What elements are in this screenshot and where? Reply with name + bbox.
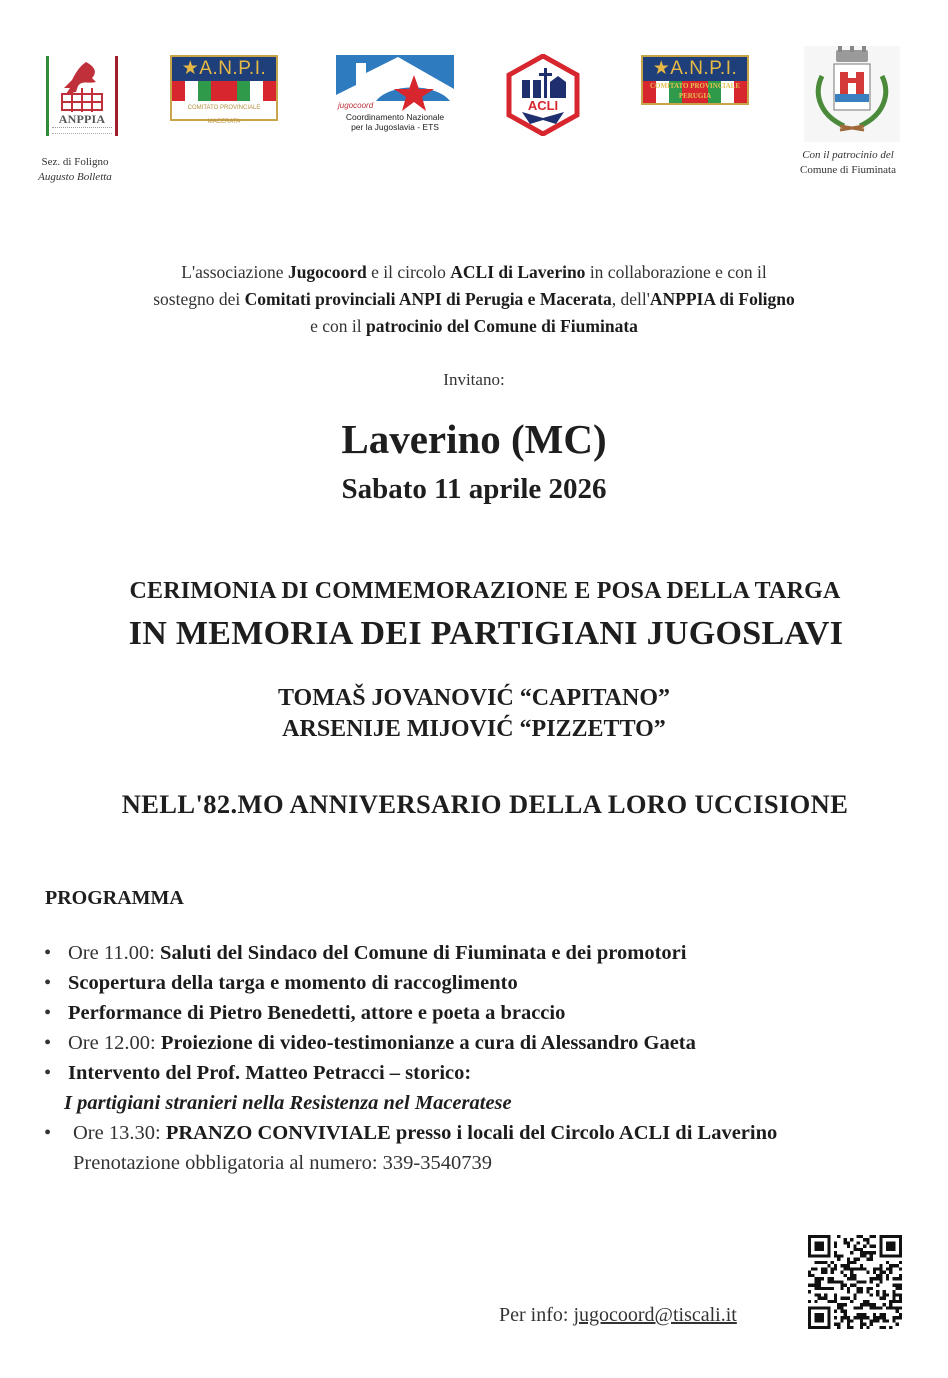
intro-text-run: , dell' [611,289,650,309]
anpi-perugia-label [643,81,747,101]
item-text-2: presso i locali del Circolo ACLI di Laverino [390,1122,778,1144]
ceremony-line-1: CERIMONIA DI COMMEMORAZIONE E POSA DELLA TARGA [129,578,841,604]
item-text: Intervento del Prof. Matteo Petracci – storico: [68,1062,472,1084]
qr-code[interactable] [808,1235,902,1329]
partisan-name-2: ARSENIJE MIJOVIĆ “PIZZETTO” [282,716,666,742]
programma-title: PROGRAMMA [45,887,184,909]
italian-flag-band [643,81,747,103]
bullet: • [44,1002,52,1024]
info-email-link[interactable]: jugocoord@tiscali.it [573,1304,737,1326]
intro-text-run: ACLI di Laverino [450,262,586,282]
anppia-caption-line2: Augusto Bolletta [38,171,112,183]
anppia-logo-text: ANPPIA [58,112,106,126]
programma-item [44,938,924,968]
comune-fiuminata-coat-of-arms [804,46,900,142]
jugocoord-line1: Coordinamento Nazionale [345,112,445,122]
comune-caption-line2: Comune di Fiuminata [800,164,896,176]
anppia-logo [46,56,118,136]
intro-line-2 [0,286,948,313]
coat-of-arms-icon [804,46,900,142]
jugocoord-logo [336,55,454,135]
qr-code-icon [808,1235,902,1329]
eagle-emblem-icon [46,58,118,114]
item-time: Ore 13.30: [73,1122,166,1144]
anpi-perugia-title: ★A.N.P.I. [643,57,747,81]
anpi-macerata-label: COMITATO PROVINCIALE MACERATA [187,105,261,125]
anniversary-line: NELL'82.MO ANNIVERSARIO DELLA LORO UCCISIONE [121,789,849,819]
booking-text: Prenotazione obbligatoria al numero: 339-3540739 [73,1152,493,1174]
acli-hexagon-icon [506,54,580,136]
jugocoord-brand: jugocoord [338,101,374,110]
bullet: • [44,1122,52,1144]
programma-item [44,968,924,998]
anpi-macerata-logo [170,55,278,125]
item-text: PRANZO CONVIVIALE [165,1122,391,1144]
event-place: Laverino (MC) [341,416,607,462]
info-label: Per info: [499,1304,574,1326]
invitano-label: Invitano: [443,370,505,389]
talk-title: I partigiani stranieri nella Resistenza nel Maceratese [64,1092,512,1114]
ceremony-line-2: IN MEMORIA DEI PARTIGIANI JUGOSLAVI [128,615,844,652]
intro-line-3 [0,313,948,340]
anpi-perugia-label-line1: COMITATO PROVINCIALE [649,82,741,90]
programma-item [44,1058,924,1088]
item-text: Saluti del Sindaco del Comune di Fiuminata e dei promotori [160,942,687,964]
intro-text-run: in collaborazione e con il [585,262,767,282]
bullet: • [44,972,52,994]
intro-text-run: sostegno dei [153,289,245,309]
bullet: • [44,942,52,964]
info-line [499,1304,737,1327]
anppia-caption [20,155,130,185]
item-time: Ore 11.00: [68,942,161,964]
anppia-logo-subtitle-lines [52,127,112,134]
programma-item [44,1028,924,1058]
programma-item [44,1118,924,1148]
intro-text-run: e con il [310,316,366,336]
bullet: • [44,1062,52,1084]
programma-list [44,938,924,1178]
item-text: Performance di Pietro Benedetti, attore e poeta a braccio [68,1002,566,1024]
intro-text-run: L'associazione [181,262,288,282]
bullet: • [44,1032,52,1054]
anppia-caption-line1: Sez. di Foligno [41,156,109,168]
intro-text-run: patrocinio del Comune di Fiuminata [365,316,638,336]
acli-logo-text: ACLI [527,98,559,113]
item-time: Ore 12.00: [68,1032,161,1054]
italian-flag-band [172,81,276,101]
intro-text-run: Jugocoord [287,262,367,282]
anpi-perugia-label-line2: PERUGIA [678,92,712,100]
acli-logo [506,54,580,136]
item-text: Proiezione di video-testimonianze a cura di Alessandro Gaeta [160,1032,696,1054]
comune-caption-line1: Con il patrocinio del [802,149,894,161]
intro-line-1 [0,259,948,286]
intro-text-run: Comitati provinciali ANPI di Perugia e Macerata [244,289,612,309]
intro-text-run: e il circolo [366,262,451,282]
intro-text-run: ANPPIA di Foligno [649,289,795,309]
event-date: Sabato 11 aprile 2026 [341,473,607,505]
comune-caption [784,148,912,178]
booking-row [44,1148,924,1178]
partisan-name-1: TOMAŠ JOVANOVIĆ “CAPITANO” [277,685,671,711]
anpi-perugia-logo [641,55,749,105]
partisan-names [0,683,948,745]
item-text: Scopertura della targa e momento di raccoglimento [68,972,518,994]
talk-title-row [44,1088,924,1118]
anpi-macerata-title: ★A.N.P.I. [172,57,276,81]
intro-paragraph [0,259,948,340]
programma-item [44,998,924,1028]
jugocoord-line2: per la Jugoslavia - ETS [351,122,439,132]
